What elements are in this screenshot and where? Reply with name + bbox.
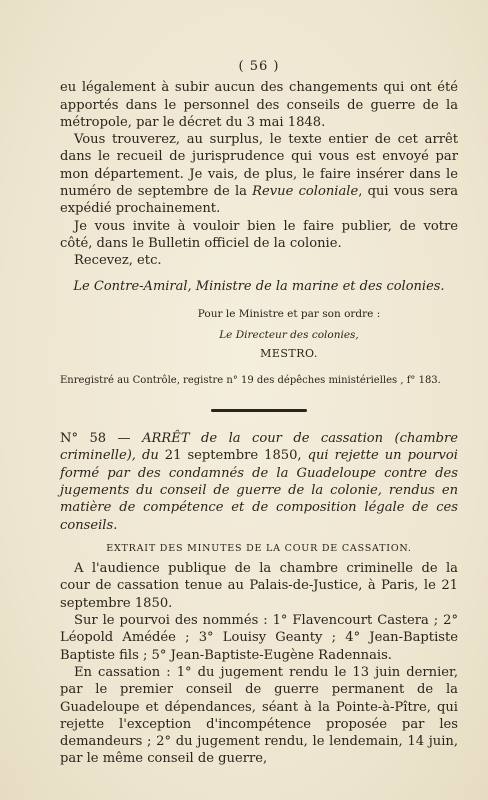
paragraph-audience: A l'audience publique de la chambre criminelle de la cour de cassation tenue au Palais-de-Justice, à Paris, le 21 septembre 1850. — [60, 561, 458, 611]
paragraph-closing: Recevez, etc. — [74, 253, 162, 269]
registration-note: Enregistré au Contrôle, registre n° 19 des dépêches ministérielles , f° 183. — [60, 374, 441, 386]
journal-title: Revue coloniale — [252, 184, 359, 200]
paragraph-continuation: eu légalement à subir aucun des changements qui ont été apportés dans le personnel des conseils de guerre de la métropole, par le décret du 3 mai 1848. — [60, 80, 458, 130]
signature-minister: Le Contre-Amiral, Ministre de la marine et des colonies. — [73, 278, 445, 294]
signature-director-title: Le Directeur des colonies, — [219, 329, 359, 342]
signature-order: Pour le Ministre et par son ordre : — [197, 307, 381, 320]
paragraph-pourvoi: Sur le pourvoi des nommés : 1° Flavencourt Castera ; 2° Léopold Amédée ; 3° Louisy Geanty ; 4° Jean-Baptiste Baptiste fils ; 5° Jean-Baptiste-Eugène Radennais. — [60, 613, 458, 663]
paragraph-revue-text-a: Vous trouverez, au surplus, le texte entier de cet arrêt dans le recueil de jurisprudence qui vous est envoyé par mon département. Je vais, de plus, le faire insérer dans le numéro de septembre de la — [60, 132, 458, 200]
paragraph-cassation: En cassation : 1° du jugement rendu le 13 juin dernier, par le premier conseil de guerre permanent de la Guadeloupe et dépendances, séant à la Pointe-à-Pître, qui rejette l'exception d'incompétence proposée par les demandeurs ; 2° du jugement rendu, le lendemain, 14 juin, par le même conseil de guerre, — [60, 664, 458, 767]
page-number: ( 56 ) — [238, 59, 280, 74]
section-divider — [211, 409, 307, 412]
paragraph-revue — [60, 131, 458, 217]
extrait-heading: EXTRAIT DES MINUTES DE LA COUR DE CASSATION. — [106, 542, 412, 554]
paragraph-publish: Je vous invite à vouloir bien le faire publier, de votre côté, dans le Bulletin officiel de la colonie. — [60, 218, 458, 251]
arret-date: 21 septembre 1850, — [164, 448, 302, 464]
arret-title-b: qui rejette un pourvoi formé par des condamnés de la Guadeloupe contre des jugements du conseil de guerre de la colonie, rendus en matière de compétence et de composition légale de ces conseils. — [60, 448, 458, 533]
paragraph-revue-text-b: , qui vous sera expédié prochainement. — [60, 184, 459, 217]
arret-number: N° 58 — — [60, 431, 143, 447]
page-content — [60, 58, 458, 768]
arret-title-a: ARRÊT de la cour de cassation (chambre criminelle), du — [60, 431, 458, 464]
signature-director-name: MESTRO. — [260, 347, 318, 361]
arret-heading — [60, 430, 458, 534]
